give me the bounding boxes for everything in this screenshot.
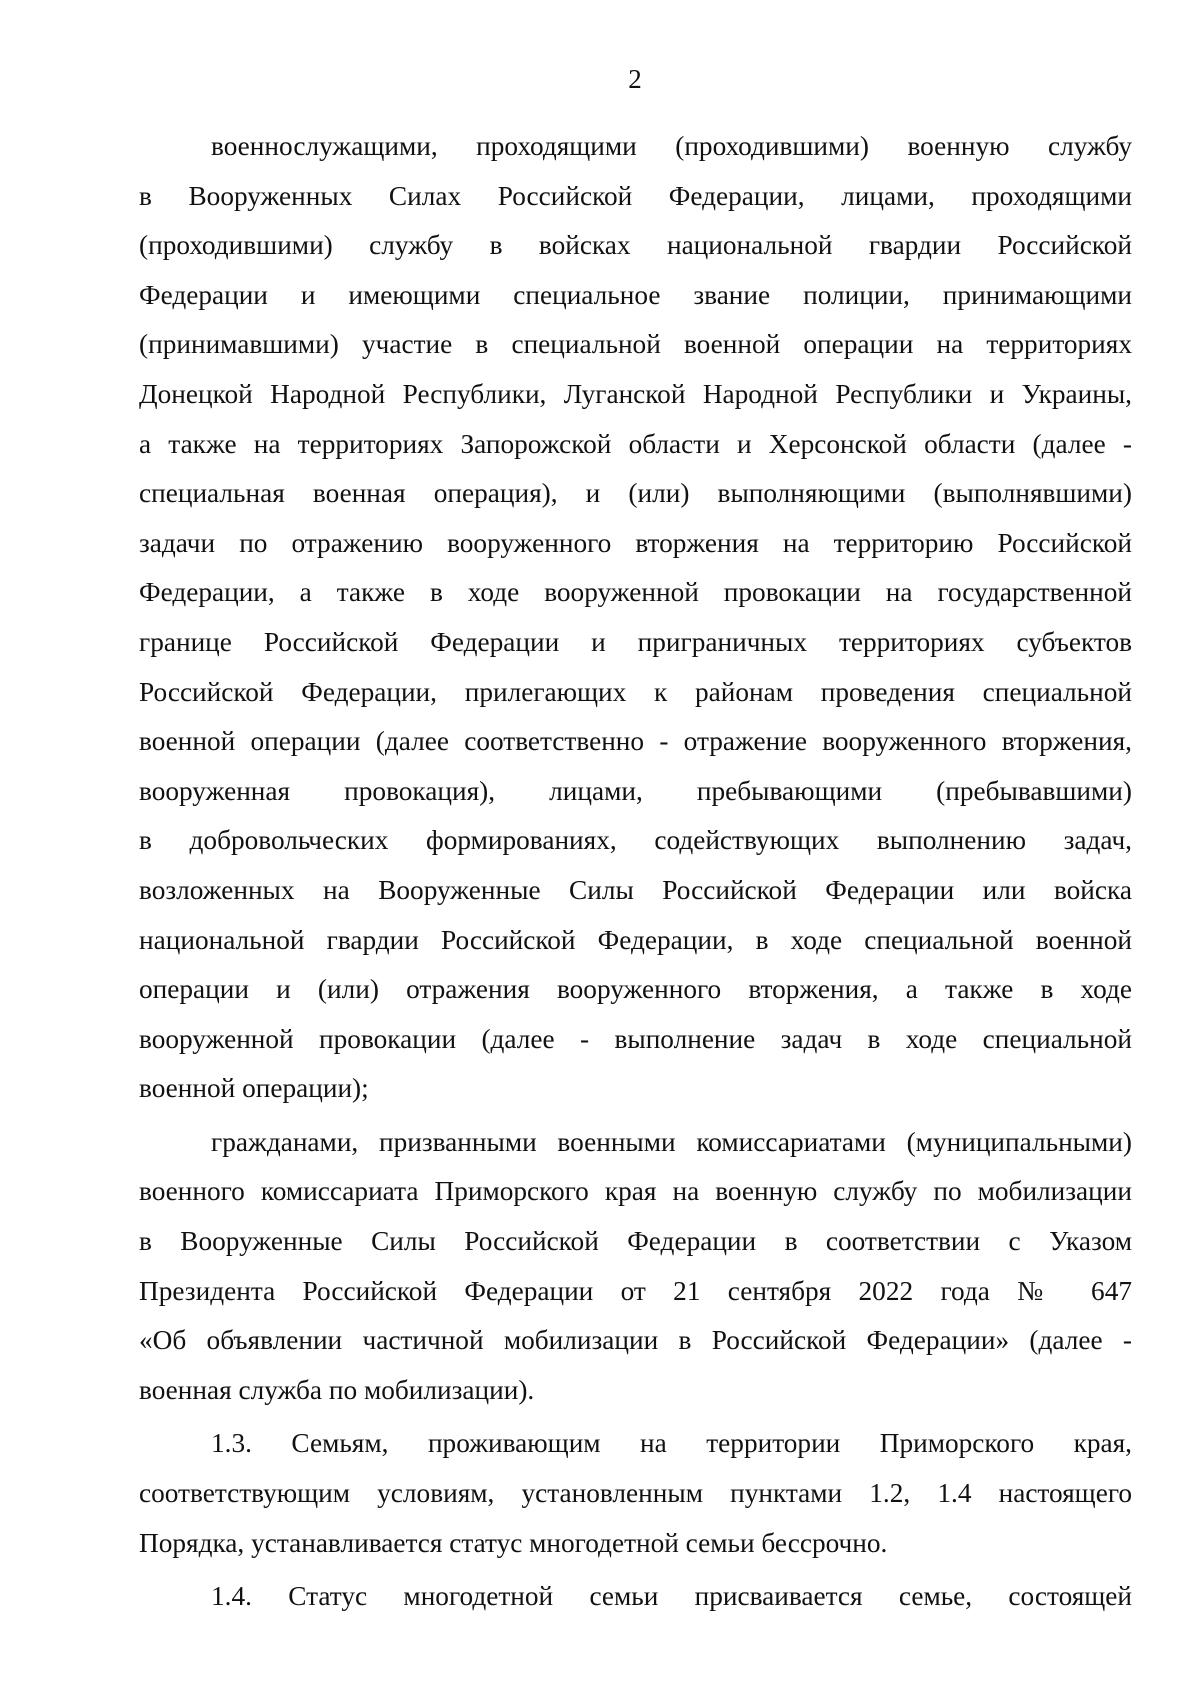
paragraph [139,1419,1132,1568]
text-line: соответствующим условиям, установленным пунктами 1.2, 1.4 настоящего [139,1478,1132,1509]
text-line: национальной гвардии Российской Федерации, в ходе специальной военной [139,924,1132,955]
page-number: 2 [628,64,642,94]
text-line: задачи по отражению вооруженного вторжения на территорию Российской [139,527,1132,558]
text-line: Федерации, а также в ходе вооруженной провокации на государственной [139,577,1132,608]
text-line: возложенных на Вооруженные Силы Российской Федерации или войска [139,874,1132,905]
paragraph [139,122,1132,1114]
text-line: в добровольческих формированиях, содействующих выполнению задач, [139,825,1132,856]
text-line: (принимавшими) участие в специальной военной операции на территориях [139,329,1132,360]
paragraph [139,1572,1132,1622]
text-line: Федерации и имеющими специальное звание полиции, принимающими [139,279,1132,310]
text-line: Порядка, устанавливается статус многодетной семьи бессрочно. [139,1527,888,1558]
text-line: военная служба по мобилизации). [139,1374,535,1405]
body-text [139,122,1132,1622]
text-line: 1.4. Статус многодетной семьи присваивается семье, состоящей [211,1581,1132,1612]
paragraph [139,1118,1132,1416]
text-line: 1.3. Семьям, проживающим на территории Приморского края, [211,1428,1132,1459]
text-line: операции и (или) отражения вооруженного вторжения, а также в ходе [139,974,1132,1005]
text-line: в Вооруженных Силах Российской Федерации, лицами, проходящими [139,180,1132,211]
text-line: в Вооруженные Силы Российской Федерации в соответствии с Указом [139,1226,1132,1257]
text-line: специальная военная операция), и (или) выполняющими (выполнявшими) [139,478,1132,509]
text-line: (проходившими) службу в войсках национальной гвардии Российской [139,230,1132,261]
text-line: Донецкой Народной Республики, Луганской Народной Республики и Украины, [139,378,1132,409]
text-line: вооруженная провокация), лицами, пребывающими (пребывавшими) [139,775,1132,806]
text-line: гражданами, призванными военными комиссариатами (муниципальными) [211,1126,1132,1157]
text-line: а также на территориях Запорожской области и Херсонской области (далее - [139,428,1132,459]
text-line: «Об объявлении частичной мобилизации в Российской Федерации» (далее - [139,1325,1132,1356]
text-line: военного комиссариата Приморского края на военную службу по мобилизации [139,1176,1132,1207]
text-line: военной операции (далее соответственно - отражение вооруженного вторжения, [139,726,1132,757]
text-line: военной операции); [139,1073,369,1104]
text-line: военнослужащими, проходящими (проходившими) военную службу [211,131,1132,161]
text-line: границе Российской Федерации и приграничных территориях субъектов [139,626,1132,657]
text-line: Российской Федерации, прилегающих к районам проведения специальной [139,676,1132,707]
text-line: вооруженной провокации (далее - выполнение задач в ходе специальной [139,1023,1132,1054]
text-line: Президента Российской Федерации от 21 сентября 2022 года № 647 [139,1275,1132,1306]
